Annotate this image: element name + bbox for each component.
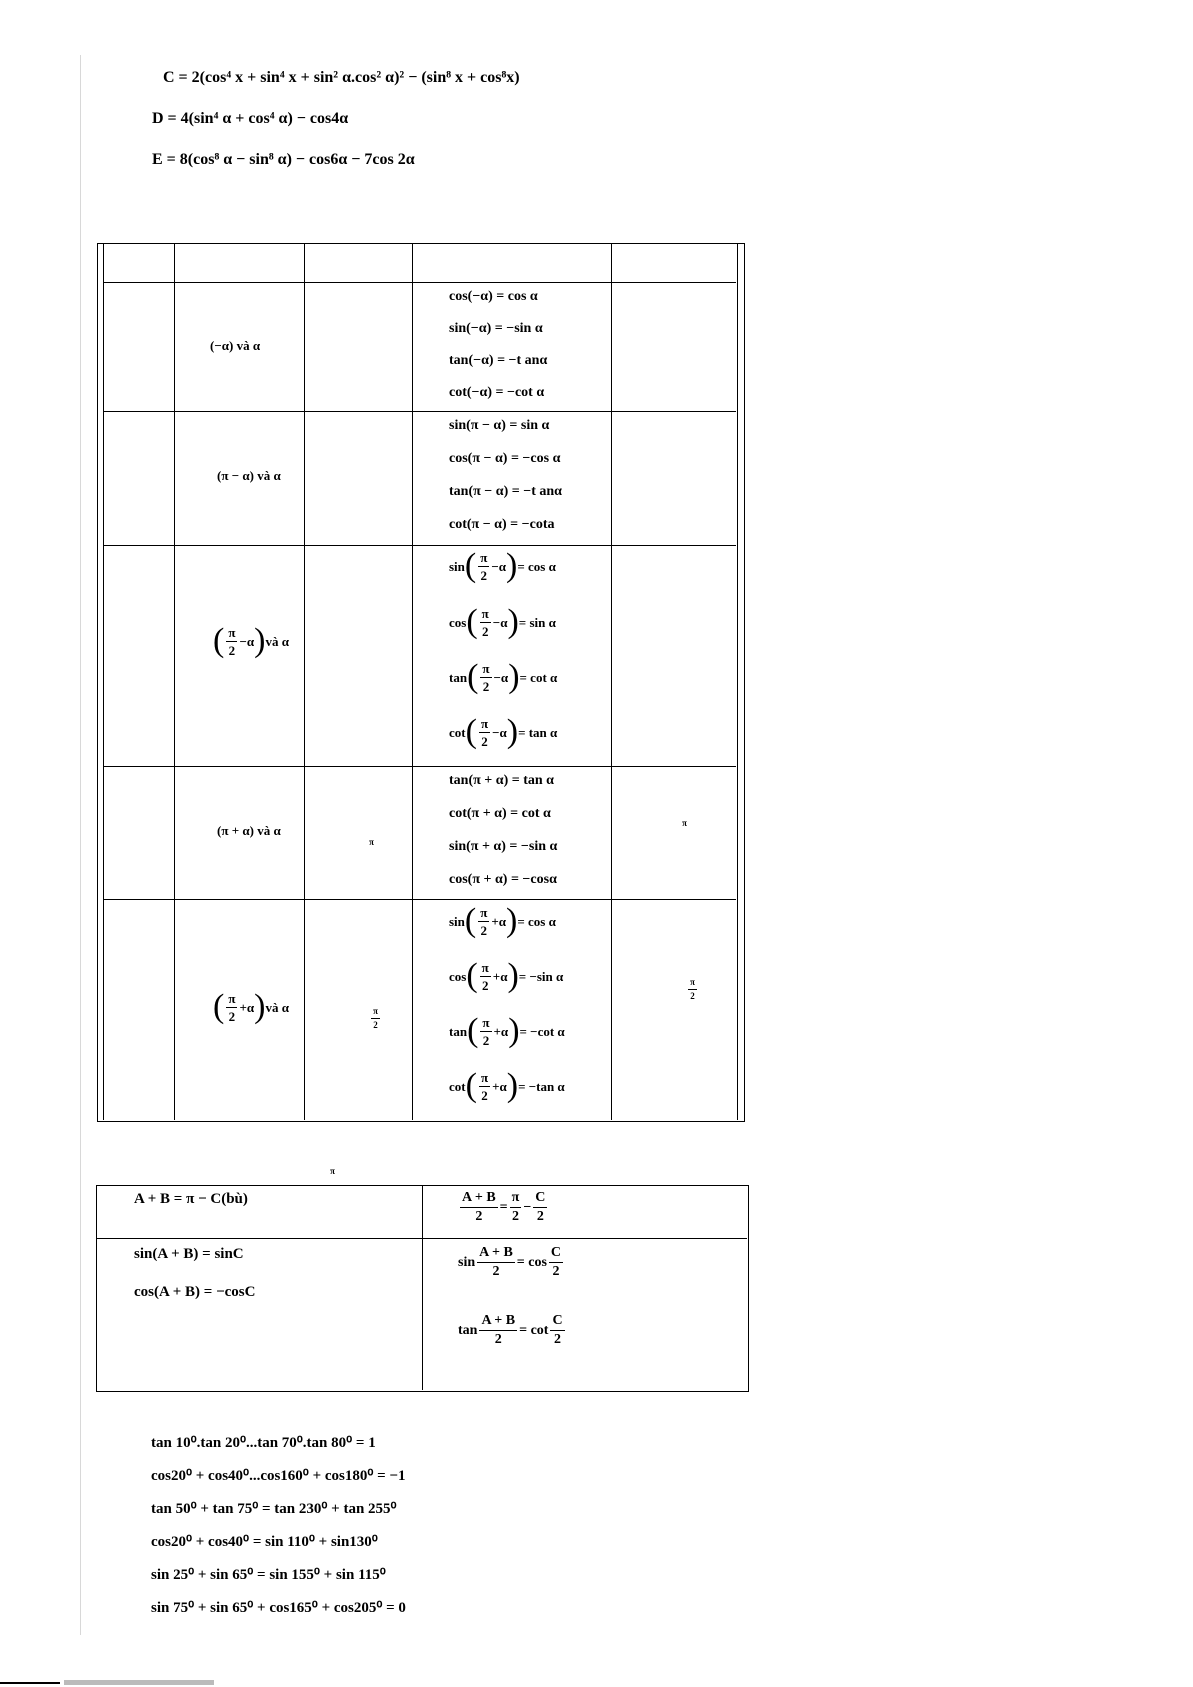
- triangle-table-row-line: [96, 1238, 747, 1239]
- fraction: [479, 1071, 490, 1102]
- fn: sin: [449, 913, 465, 929]
- paren-right: ): [254, 988, 266, 1025]
- triangle-left-body-line: sin(A + B) = sinC: [134, 1246, 244, 1262]
- paren-right: ): [506, 1067, 519, 1104]
- numerator: π: [481, 959, 489, 975]
- col5-row-4: π: [682, 818, 687, 828]
- rhs: = cot α: [519, 669, 558, 685]
- formula: [449, 959, 563, 993]
- page-margin-line: [80, 55, 81, 1635]
- denominator: 2: [481, 977, 489, 993]
- page-footer-rule: [0, 1682, 60, 1684]
- fraction: [478, 551, 489, 582]
- formula: sin(π − α) = sin α: [449, 418, 550, 433]
- numerator: π: [482, 1014, 490, 1030]
- denominator: 2: [554, 1332, 562, 1347]
- denominator: 2: [481, 1087, 488, 1103]
- numerator: C: [533, 1191, 547, 1208]
- fn: cos: [449, 968, 467, 984]
- numerator: π: [481, 605, 489, 621]
- fraction: [478, 906, 489, 937]
- row-line-1: [103, 411, 736, 412]
- col-line-1: [174, 243, 175, 1120]
- operator: +α: [492, 968, 508, 984]
- triangle-right-body-line: [458, 1246, 565, 1279]
- identity-line: tan 50⁰ + tan 75⁰ = tan 230⁰ + tan 255⁰: [151, 1501, 397, 1517]
- col3-row-4: π: [369, 837, 374, 847]
- formula: cos(π + α) = −cosα: [449, 872, 557, 887]
- paren-left: (: [464, 902, 477, 939]
- identity-line: sin 75⁰ + sin 65⁰ + cos165⁰ + cos205⁰ = 0: [151, 1600, 406, 1616]
- identity-line: tan 10⁰.tan 20⁰...tan 70⁰.tan 80⁰ = 1: [151, 1435, 376, 1451]
- paren-right: ): [506, 547, 518, 584]
- row-line-header: [103, 282, 736, 283]
- identity-line: sin 25⁰ + sin 65⁰ = sin 155⁰ + sin 115⁰: [151, 1567, 386, 1583]
- paren-left: (: [467, 1012, 479, 1049]
- pi-mark: π: [330, 1166, 335, 1176]
- fraction: [371, 1007, 380, 1030]
- col-line-4: [611, 243, 612, 1120]
- numerator: π: [371, 1007, 380, 1019]
- numerator: π: [688, 978, 697, 990]
- formula: sin(−α) = −sin α: [449, 321, 543, 336]
- paren-right: ): [507, 957, 519, 994]
- expression-d: D = 4(sin⁴ α + cos⁴ α) − cos4α: [152, 110, 349, 127]
- identity-line: cos20⁰ + cos40⁰...cos160⁰ + cos180⁰ = −1: [151, 1468, 406, 1484]
- triangle-right-body-line: [458, 1314, 567, 1347]
- pair-row-4: (π + α) và α: [217, 823, 281, 838]
- denominator: 2: [480, 922, 488, 938]
- denominator: 2: [552, 1264, 560, 1279]
- col-line-2: [304, 243, 305, 1120]
- operator: +α: [239, 999, 255, 1015]
- paren-right: ): [506, 902, 518, 939]
- paren-left: (: [465, 1067, 477, 1104]
- equals: = cot: [519, 1322, 549, 1338]
- numerator: π: [228, 990, 236, 1006]
- triangle-table-col-line: [422, 1185, 423, 1390]
- numerator: C: [549, 1246, 563, 1263]
- denominator: 2: [482, 678, 490, 694]
- fraction: [226, 626, 237, 657]
- denominator: 2: [481, 733, 488, 749]
- row-line-4: [103, 899, 736, 900]
- fraction: [480, 607, 491, 638]
- paren-right: ): [507, 603, 519, 640]
- col5-row-5: [686, 978, 699, 1001]
- formula: [449, 1014, 565, 1048]
- paren-right: ): [254, 622, 266, 659]
- fraction: [460, 1191, 498, 1224]
- paren-left: (: [467, 658, 479, 695]
- denominator: 2: [228, 642, 236, 658]
- paren-left: (: [213, 988, 225, 1025]
- denominator: 2: [690, 991, 695, 1001]
- rhs: = cos α: [517, 913, 556, 929]
- formula: [449, 660, 557, 694]
- operator: −α: [492, 614, 508, 630]
- fraction: [226, 992, 237, 1023]
- paren-right: ): [508, 658, 520, 695]
- numerator: C: [550, 1314, 564, 1331]
- numerator: π: [480, 715, 489, 731]
- pair-tail: và α: [265, 633, 289, 649]
- paren-left: (: [465, 713, 477, 750]
- pair-row-1: (−α) và α: [210, 338, 261, 353]
- fraction: [480, 961, 491, 992]
- triangle-right-head: [458, 1191, 549, 1224]
- formula: [449, 549, 556, 583]
- denominator: 2: [475, 1209, 483, 1224]
- fraction: [477, 1246, 515, 1279]
- numerator: π: [482, 660, 490, 676]
- expression-e: E = 8(cos⁸ α − sin⁸ α) − cos6α − 7cos 2α: [152, 151, 415, 168]
- denominator: 2: [492, 1264, 500, 1279]
- fraction: [533, 1191, 547, 1224]
- pair-row-2: (π − α) và α: [217, 468, 281, 483]
- denominator: 2: [481, 623, 489, 639]
- fn: tan: [458, 1322, 478, 1338]
- denominator: 2: [482, 1032, 490, 1048]
- numerator: π: [510, 1191, 522, 1208]
- paren-left: (: [464, 547, 477, 584]
- fraction: [480, 1016, 491, 1047]
- operator: −α: [493, 669, 509, 685]
- formula: [449, 715, 557, 749]
- denominator: 2: [494, 1332, 502, 1347]
- fraction: [550, 1314, 564, 1347]
- operator: −: [523, 1199, 532, 1215]
- denominator: 2: [373, 1020, 378, 1030]
- denominator: 2: [228, 1008, 236, 1024]
- formula: cos(π − α) = −cos α: [449, 451, 561, 466]
- operator: +α: [493, 1023, 509, 1039]
- paren-left: (: [213, 622, 225, 659]
- numerator: π: [480, 1069, 489, 1085]
- formula: tan(π − α) = −t anα: [449, 484, 562, 499]
- numerator: π: [480, 904, 488, 920]
- formula: cos(−α) = cos α: [449, 289, 538, 304]
- formula: [449, 904, 556, 938]
- page-footer-smudge: [64, 1680, 214, 1685]
- denominator: 2: [511, 1209, 519, 1224]
- formula: cot(−α) = −cot α: [449, 385, 545, 400]
- angle-table-inner-border: [103, 243, 738, 1120]
- formula: [449, 605, 556, 639]
- denominator: 2: [536, 1209, 544, 1224]
- rhs: = sin α: [518, 614, 556, 630]
- fn: cos: [449, 614, 467, 630]
- fraction: [479, 1314, 517, 1347]
- expression-c: C = 2(cos⁴ x + sin⁴ x + sin² α.cos² α)² − (sin⁸ x + cos⁸x): [163, 69, 520, 86]
- pair-tail: và α: [265, 999, 289, 1015]
- rhs: = −tan α: [518, 1078, 565, 1094]
- equals: =: [499, 1199, 508, 1215]
- fraction: [480, 662, 491, 693]
- formula: tan(π + α) = tan α: [449, 773, 554, 788]
- triangle-left-head: A + B = π − C(bù): [134, 1191, 248, 1207]
- operator: +α: [491, 913, 507, 929]
- fn: tan: [449, 1023, 468, 1039]
- rhs: = cos α: [517, 558, 556, 574]
- operator: −α: [492, 724, 507, 740]
- formula: tan(−α) = −t anα: [449, 353, 548, 368]
- rhs: = −cot α: [519, 1023, 565, 1039]
- identity-line: cos20⁰ + cos40⁰ = sin 110⁰ + sin130⁰: [151, 1534, 378, 1550]
- paren-left: (: [466, 603, 478, 640]
- formula: sin(π + α) = −sin α: [449, 839, 558, 854]
- fn: sin: [458, 1254, 476, 1270]
- row-line-2: [103, 545, 736, 546]
- denominator: 2: [480, 567, 488, 583]
- paren-right: ): [508, 1012, 520, 1049]
- fn: tan: [449, 669, 468, 685]
- row-line-3: [103, 766, 736, 767]
- col3-row-5: [369, 1007, 382, 1030]
- numerator: π: [228, 624, 236, 640]
- paren-left: (: [466, 957, 478, 994]
- fn: cot: [449, 1078, 466, 1094]
- equals: = cos: [516, 1254, 547, 1270]
- fn: cot: [449, 724, 466, 740]
- rhs: = tan α: [518, 724, 558, 740]
- rhs: = −sin α: [518, 968, 564, 984]
- fraction: [549, 1246, 563, 1279]
- fraction: [510, 1191, 522, 1224]
- operator: +α: [492, 1078, 507, 1094]
- formula: [449, 1069, 565, 1103]
- numerator: A + B: [477, 1246, 515, 1263]
- numerator: π: [480, 549, 488, 565]
- operator: −α: [491, 558, 507, 574]
- fn: sin: [449, 558, 465, 574]
- pair-row-3: [213, 624, 289, 658]
- pair-row-5: [213, 990, 289, 1024]
- triangle-left-body-line: cos(A + B) = −cosC: [134, 1284, 256, 1300]
- fraction: [479, 717, 490, 748]
- fraction: [688, 978, 697, 1001]
- numerator: A + B: [460, 1191, 498, 1208]
- paren-right: ): [506, 713, 519, 750]
- formula: cot(π + α) = cot α: [449, 806, 551, 821]
- col-line-3: [412, 243, 413, 1120]
- numerator: A + B: [479, 1314, 517, 1331]
- operator: −α: [239, 633, 255, 649]
- formula: cot(π − α) = −cota: [449, 517, 555, 532]
